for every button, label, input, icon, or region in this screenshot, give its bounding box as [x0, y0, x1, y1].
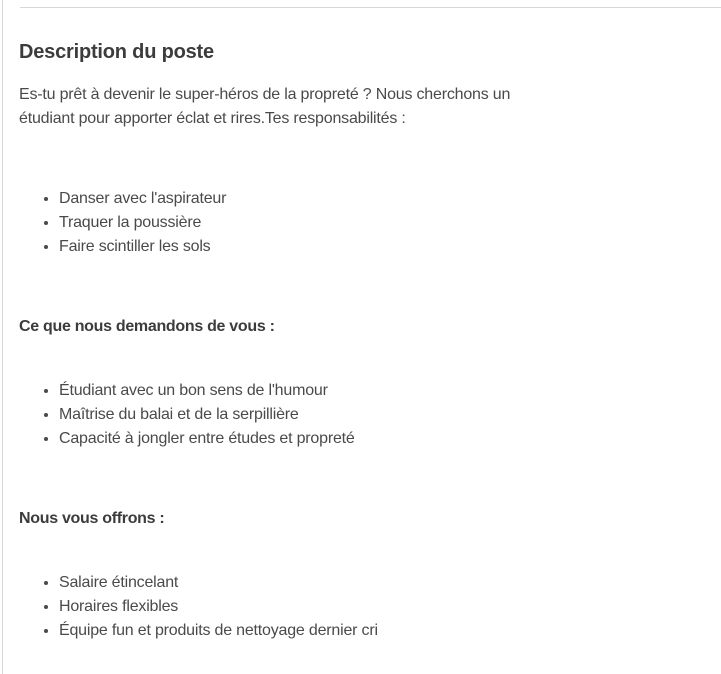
requirements-list [19, 379, 579, 451]
list-item: • Faire scintiller les sols [59, 235, 579, 259]
responsibilities-list [19, 187, 579, 259]
section-title: Description du poste [19, 41, 214, 63]
list-item: • Capacité à jongler entre études et propreté [59, 427, 579, 451]
list-item: • Danser avec l'aspirateur [59, 187, 579, 211]
list-item: • Salaire étincelant [59, 571, 399, 595]
list-item: • Étudiant avec un bon sens de l'humour [59, 379, 579, 403]
job-description-panel [2, 0, 721, 674]
offers-list [19, 571, 399, 643]
requirements-heading: Ce que nous demandons de vous : [19, 318, 275, 335]
top-divider [20, 7, 721, 8]
list-item: • Maîtrise du balai et de la serpillière [59, 403, 579, 427]
job-description-content [19, 38, 579, 643]
job-intro: Es-tu prêt à devenir le super-héros de la propreté ? Nous cherchons un étudiant pour apporter éclat et rires.Tes responsabilités : [19, 86, 511, 127]
list-item: • Horaires flexibles [59, 595, 399, 619]
list-item: • Équipe fun et produits de nettoyage dernier cri [59, 619, 399, 643]
list-item: • Traquer la poussière [59, 211, 579, 235]
offers-heading: Nous vous offrons : [19, 510, 165, 527]
